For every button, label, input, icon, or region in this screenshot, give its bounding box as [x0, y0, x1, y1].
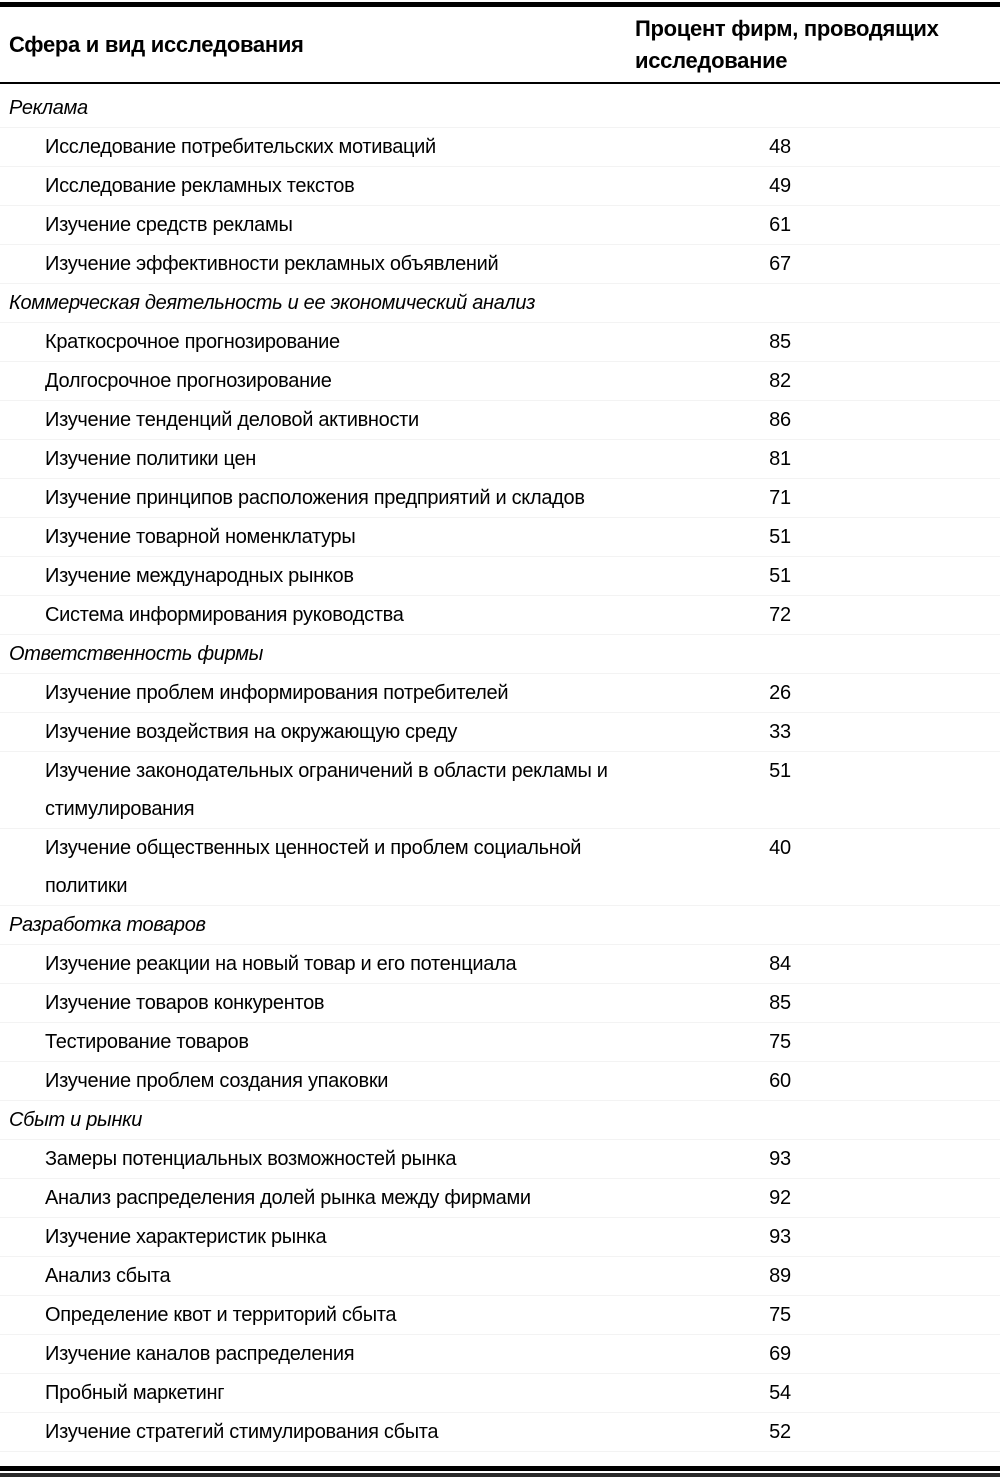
research-type-cell: Изучение тенденций деловой активности — [45, 409, 419, 431]
section-title: Коммерческая деятельность и ее экономический анализ — [0, 284, 1000, 323]
percent-value-cell: 75 — [769, 1031, 791, 1053]
research-type-cell: Исследование рекламных текстов — [45, 175, 355, 197]
research-type-cell: Изучение общественных ценностей и проблем социальной политики — [45, 837, 582, 897]
percent-value-cell: 33 — [769, 721, 791, 743]
table-row — [0, 713, 1000, 752]
percent-value-cell: 86 — [769, 409, 791, 431]
research-type-cell: Замеры потенциальных возможностей рынка — [45, 1148, 457, 1170]
percent-value-cell: 72 — [769, 604, 791, 626]
research-type-cell: Изучение проблем информирования потребителей — [45, 682, 509, 704]
research-type-cell: Изучение характеристик рынка — [45, 1226, 327, 1248]
column-header-research-type: Сфера и вид исследования — [9, 31, 304, 57]
table-row — [0, 1062, 1000, 1101]
table-row — [0, 1335, 1000, 1374]
percent-value-cell: 89 — [769, 1265, 791, 1287]
research-type-cell: Краткосрочное прогнозирование — [45, 331, 340, 353]
table-row — [0, 945, 1000, 984]
percent-value-cell: 75 — [769, 1304, 791, 1326]
table-row — [0, 674, 1000, 713]
section-title: Разработка товаров — [0, 906, 1000, 945]
research-type-cell: Изучение воздействия на окружающую среду — [45, 721, 458, 743]
table-row — [0, 1374, 1000, 1413]
research-type-cell: Пробный маркетинг — [45, 1382, 225, 1404]
table-row — [0, 1296, 1000, 1335]
table-row — [0, 401, 1000, 440]
research-type-cell: Изучение международных рынков — [45, 565, 354, 587]
table-row — [0, 752, 1000, 829]
percent-value-cell: 93 — [769, 1148, 791, 1170]
percent-value-cell: 85 — [769, 331, 791, 353]
table-row — [0, 479, 1000, 518]
percent-value-cell: 54 — [769, 1382, 791, 1404]
section-title: Сбыт и рынки — [0, 1101, 1000, 1140]
table-row — [0, 1218, 1000, 1257]
table-row — [0, 557, 1000, 596]
percent-value-cell: 52 — [769, 1421, 791, 1443]
table-row — [0, 245, 1000, 284]
table-row — [0, 323, 1000, 362]
section-title: Реклама — [0, 89, 1000, 128]
percent-value-cell: 93 — [769, 1226, 791, 1248]
research-type-cell: Определение квот и территорий сбыта — [45, 1304, 397, 1326]
research-type-cell: Изучение каналов распределения — [45, 1343, 355, 1365]
research-type-cell: Изучение принципов расположения предприятий и складов — [45, 487, 585, 509]
research-type-cell: Тестирование товаров — [45, 1031, 249, 1053]
research-type-cell: Изучение стратегий стимулирования сбыта — [45, 1421, 439, 1443]
table-row — [0, 206, 1000, 245]
research-type-cell: Система информирования руководства — [45, 604, 404, 626]
table-body — [0, 84, 1000, 1452]
research-type-cell: Изучение средств рекламы — [45, 214, 293, 236]
table-row — [0, 1140, 1000, 1179]
section-title: Ответственность фирмы — [0, 635, 1000, 674]
percent-value-cell: 40 — [769, 837, 791, 859]
percent-value-cell: 92 — [769, 1187, 791, 1209]
table-row — [0, 1413, 1000, 1452]
percent-value-cell: 51 — [769, 526, 791, 548]
percent-value-cell: 49 — [769, 175, 791, 197]
percent-value-cell: 60 — [769, 1070, 791, 1092]
table-bottom-rule — [0, 1466, 1000, 1477]
percent-value-cell: 81 — [769, 448, 791, 470]
percent-value-cell: 26 — [769, 682, 791, 704]
table-row — [0, 518, 1000, 557]
percent-value-cell: 82 — [769, 370, 791, 392]
research-type-cell: Изучение реакции на новый товар и его потенциала — [45, 953, 517, 975]
table-row — [0, 1179, 1000, 1218]
research-type-cell: Изучение законодательных ограничений в области рекламы и стимулирования — [45, 760, 608, 820]
table-row — [0, 128, 1000, 167]
research-type-cell: Изучение товаров конкурентов — [45, 992, 325, 1014]
research-type-cell: Исследование потребительских мотиваций — [45, 136, 436, 158]
table-row — [0, 596, 1000, 635]
table-row — [0, 829, 1000, 906]
percent-value-cell: 69 — [769, 1343, 791, 1365]
percent-value-cell: 61 — [769, 214, 791, 236]
research-type-cell: Изучение политики цен — [45, 448, 257, 470]
bottom-rule-thin-line — [0, 1473, 1000, 1477]
table-row — [0, 984, 1000, 1023]
research-type-cell: Изучение эффективности рекламных объявлений — [45, 253, 499, 275]
research-type-cell: Анализ сбыта — [45, 1265, 171, 1287]
table-row — [0, 440, 1000, 479]
table-row — [0, 1023, 1000, 1062]
percent-value-cell: 48 — [769, 136, 791, 158]
research-type-cell: Изучение товарной номенклатуры — [45, 526, 356, 548]
percent-value-cell: 51 — [769, 565, 791, 587]
column-header-percent-firms: Процент фирм, проводящих исследование — [635, 15, 939, 73]
percent-value-cell: 85 — [769, 992, 791, 1014]
percent-value-cell: 67 — [769, 253, 791, 275]
percent-value-cell: 71 — [769, 487, 791, 509]
table-header-row — [0, 7, 1000, 82]
research-type-cell: Долгосрочное прогнозирование — [45, 370, 332, 392]
table-row — [0, 1257, 1000, 1296]
percent-value-cell: 51 — [769, 760, 791, 782]
table-row — [0, 167, 1000, 206]
research-type-cell: Анализ распределения долей рынка между фирмами — [45, 1187, 531, 1209]
research-type-cell: Изучение проблем создания упаковки — [45, 1070, 389, 1092]
percent-value-cell: 84 — [769, 953, 791, 975]
table-row — [0, 362, 1000, 401]
